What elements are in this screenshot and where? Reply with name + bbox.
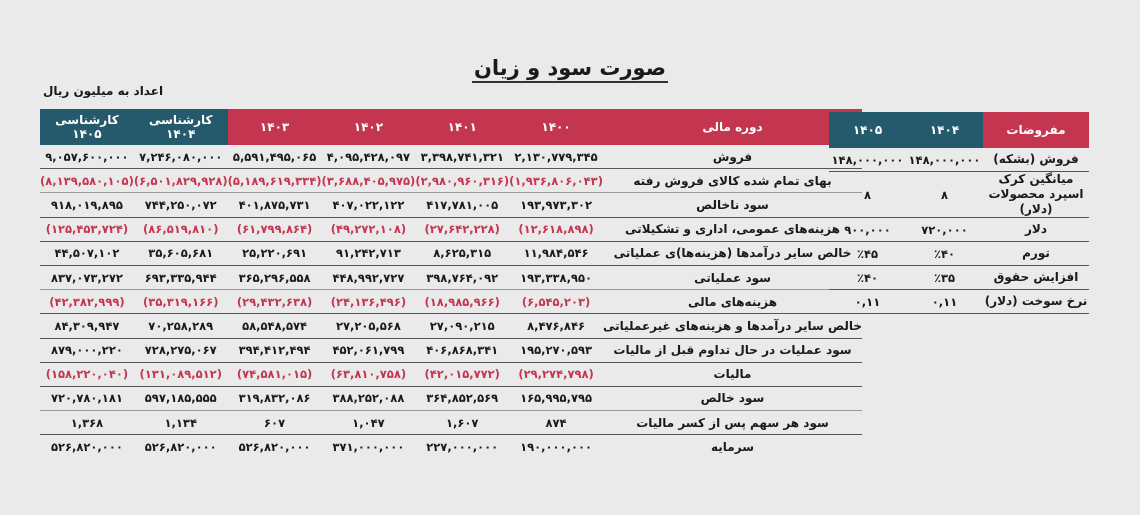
row-label: مالیات <box>603 362 862 386</box>
row-value: ۹۱۸,۰۱۹,۸۹۵ <box>40 193 134 217</box>
row-value: ۴۴۸,۹۹۲,۷۲۷ <box>321 265 415 289</box>
row-value: ۷۰,۲۵۸,۲۸۹ <box>134 314 228 338</box>
assumption-row <box>829 290 1089 314</box>
assumption-row <box>829 172 1089 218</box>
row-value: (۱۵۸,۲۲۰,۰۴۰) <box>40 362 134 386</box>
table-row <box>40 241 862 265</box>
row-value: ۳۵,۶۰۵,۶۸۱ <box>134 241 228 265</box>
row-value: ۹,۰۵۷,۶۰۰,۰۰۰ <box>40 145 134 169</box>
table-row <box>40 362 862 386</box>
row-value: ۱۱,۹۸۴,۵۴۶ <box>509 241 603 265</box>
row-value: ۸,۴۷۶,۸۴۶ <box>509 314 603 338</box>
assumption-row <box>829 242 1089 266</box>
row-value: ۴,۰۹۵,۴۲۸,۰۹۷ <box>321 145 415 169</box>
row-value: (۲,۹۸۰,۹۶۰,۳۱۶) <box>415 169 509 193</box>
row-value: ۵۲۶,۸۲۰,۰۰۰ <box>144 439 217 454</box>
row-value: ۱,۱۳۴ <box>134 411 228 435</box>
header-year-1400: ۱۴۰۰ <box>509 109 603 145</box>
page-title-text: صورت سود و زیان <box>472 56 668 83</box>
table-row <box>40 169 862 193</box>
income-statement-header <box>40 109 862 145</box>
assumption-label: افزایش حقوق <box>983 266 1089 290</box>
page-title <box>0 56 1140 80</box>
income-statement-body <box>40 145 862 458</box>
assumption-row <box>829 148 1089 172</box>
row-value: ۵۹۷,۱۸۵,۵۵۵ <box>134 386 228 410</box>
row-value: ۲,۱۳۰,۷۷۹,۳۴۵ <box>509 145 603 169</box>
assumption-value: ۸ <box>829 172 906 218</box>
row-value: (۶,۵۴۵,۲۰۳) <box>509 290 603 314</box>
header-fiscal-period: دوره مالی <box>603 109 862 145</box>
row-value: ۲۷,۰۹۰,۲۱۵ <box>415 314 509 338</box>
row-value: (۱۸,۹۸۵,۹۶۶) <box>415 290 509 314</box>
row-value: ۸۷۹,۰۰۰,۲۲۰ <box>40 338 134 362</box>
row-label: سود ناخالص <box>603 193 862 217</box>
row-value: ۱,۶۰۷ <box>415 411 509 435</box>
assumption-value: ٪۳۵ <box>906 266 983 290</box>
table-row <box>40 145 862 169</box>
row-value: ۱۹۰,۰۰۰,۰۰۰ <box>520 439 593 454</box>
row-value: ۱۹۳,۹۷۳,۳۰۲ <box>509 193 603 217</box>
row-value: (۶,۵۰۱,۸۲۹,۹۲۸) <box>134 169 228 193</box>
row-value: ۴۱۷,۷۸۱,۰۰۵ <box>415 193 509 217</box>
row-value: ۷۴۴,۲۵۰,۰۷۲ <box>134 193 228 217</box>
row-value: ۳۹۸,۷۶۴,۰۹۲ <box>415 265 509 289</box>
table-row <box>40 265 862 289</box>
row-value: ۸۳۷,۰۷۳,۲۷۲ <box>40 265 134 289</box>
header-expert-label: کارشناسی <box>148 113 213 127</box>
row-value: (۴۲,۰۱۵,۷۷۲) <box>415 362 509 386</box>
row-value: ۲۲۷,۰۰۰,۰۰۰ <box>426 439 499 454</box>
row-value: (۲۴,۱۳۶,۴۹۶) <box>321 290 415 314</box>
table-row <box>40 217 862 241</box>
assumption-value: ٪۴۰ <box>906 242 983 266</box>
row-value: ۴۰۶,۸۶۸,۳۴۱ <box>415 338 509 362</box>
row-value: ۳۸۸,۲۵۲,۰۸۸ <box>321 386 415 410</box>
row-value: (۳۵,۳۱۹,۱۶۶) <box>134 290 228 314</box>
row-value: ۳۶۴,۸۵۲,۵۶۹ <box>415 386 509 410</box>
header-expert-year: ۱۴۰۵ <box>72 127 102 141</box>
row-value: ۲۷,۲۰۵,۵۶۸ <box>321 314 415 338</box>
row-value: ۴۴,۵۰۷,۱۰۲ <box>40 241 134 265</box>
assumptions-table <box>829 112 1089 314</box>
row-label: هزینه‌های مالی <box>603 290 862 314</box>
assumption-value: ۷۲۰,۰۰۰ <box>906 218 983 242</box>
table-row <box>40 411 862 435</box>
row-label: هزینه‌های عمومی، اداری و تشکیلاتی <box>603 217 862 241</box>
row-label: سود عملیاتی <box>603 265 862 289</box>
assumption-label: دلار <box>983 218 1089 242</box>
row-value: (۳,۶۸۸,۴۰۵,۹۷۵) <box>321 169 415 193</box>
row-value: ۱,۳۶۸ <box>40 411 134 435</box>
assumption-label: نرخ سوخت (دلار) <box>983 290 1089 314</box>
table-row <box>40 290 862 314</box>
assumption-value: ۰,۱۱ <box>829 290 906 314</box>
assumption-value: ٪۴۵ <box>829 242 906 266</box>
row-value: ۳۹۴,۴۱۲,۴۹۴ <box>228 338 322 362</box>
row-value: ۷۲۸,۲۷۵,۰۶۷ <box>134 338 228 362</box>
header-year-1403: ۱۴۰۳ <box>228 109 322 145</box>
row-value: ۱۶۵,۹۹۵,۷۹۵ <box>509 386 603 410</box>
row-value: (۴۹,۲۷۲,۱۰۸) <box>321 217 415 241</box>
assumption-label: تورم <box>983 242 1089 266</box>
header-year-1402: ۱۴۰۲ <box>321 109 415 145</box>
unit-note: اعداد به میلیون ریال <box>43 84 164 98</box>
assumption-row <box>829 218 1089 242</box>
row-value: ۴۰۱,۸۷۵,۷۳۱ <box>228 193 322 217</box>
row-value: ۳۶۵,۲۹۶,۵۵۸ <box>228 265 322 289</box>
row-value: (۸۶,۵۱۹,۸۱۰) <box>134 217 228 241</box>
header-assump-1404: ۱۴۰۴ <box>906 112 983 148</box>
row-label: فروش <box>603 145 862 169</box>
assumption-value: ۸ <box>906 172 983 218</box>
assumptions-header <box>829 112 1089 148</box>
row-value: (۶۱,۷۹۹,۸۶۴) <box>228 217 322 241</box>
row-label: خالص سایر درآمدها و هزینه‌های غیرعملیاتی <box>603 314 862 338</box>
header-expert-1404 <box>134 109 228 145</box>
row-value: (۲۷,۶۴۲,۲۲۸) <box>415 217 509 241</box>
row-value: (۱۲۵,۴۵۳,۷۲۴) <box>40 217 134 241</box>
table-row <box>40 386 862 410</box>
row-label: سود عملیات در حال تداوم قبل از مالیات <box>603 338 862 362</box>
assumption-value: ۹۰۰,۰۰۰ <box>829 218 906 242</box>
row-value: (۸,۱۳۹,۵۸۰,۱۰۵) <box>40 169 134 193</box>
row-value: (۵,۱۸۹,۶۱۹,۳۳۴) <box>228 169 322 193</box>
assumption-row <box>829 266 1089 290</box>
row-value: (۱۳۱,۰۸۹,۵۱۲) <box>134 362 228 386</box>
row-value: ۶۹۳,۳۳۵,۹۴۴ <box>134 265 228 289</box>
row-value: (۱,۹۳۶,۸۰۶,۰۴۳) <box>509 169 603 193</box>
row-value: ۴۵۲,۰۶۱,۷۹۹ <box>321 338 415 362</box>
row-value: ۵۲۶,۸۲۰,۰۰۰ <box>50 439 123 454</box>
assumption-value: ٪۴۰ <box>829 266 906 290</box>
row-label: سود هر سهم پس از کسر مالیات <box>603 411 862 435</box>
row-value: ۸,۶۲۵,۳۱۵ <box>415 241 509 265</box>
row-value: ۵,۵۹۱,۴۹۵,۰۶۵ <box>228 145 322 169</box>
header-expert-label: کارشناسی <box>55 113 119 127</box>
table-row <box>40 435 862 459</box>
row-value: (۷۴,۵۸۱,۰۱۵) <box>228 362 322 386</box>
row-value: ۱۹۵,۲۷۰,۵۹۳ <box>509 338 603 362</box>
row-label: سرمایه <box>711 439 754 454</box>
row-label: خالص سایر درآمدها (هزینه‌ها)ی عملیاتی <box>603 241 862 265</box>
row-value: (۶۳,۸۱۰,۷۵۸) <box>321 362 415 386</box>
header-expert-year: ۱۴۰۴ <box>166 127 196 141</box>
assumption-label: فروش (بشکه) <box>983 148 1089 172</box>
header-assumptions: مفروضات <box>983 112 1089 148</box>
header-expert-1405 <box>40 109 134 145</box>
row-value: ۷,۲۴۶,۰۸۰,۰۰۰ <box>134 145 228 169</box>
row-value: ۸۷۴ <box>509 411 603 435</box>
assumption-label: میانگین کرک اسپرد محصولات (دلار) <box>983 172 1089 218</box>
header-year-1401: ۱۴۰۱ <box>415 109 509 145</box>
row-value: ۸۴,۳۰۹,۹۴۷ <box>40 314 134 338</box>
row-value: (۲۹,۲۷۴,۷۹۸) <box>509 362 603 386</box>
income-statement-table <box>40 109 862 458</box>
table-row <box>40 338 862 362</box>
row-value: ۷۲۰,۷۸۰,۱۸۱ <box>40 386 134 410</box>
row-label: سود خالص <box>603 386 862 410</box>
row-value: ۳۷۱,۰۰۰,۰۰۰ <box>332 439 405 454</box>
assumption-value: ۱۴۸,۰۰۰,۰۰۰ <box>829 148 906 172</box>
row-value: (۱۲,۶۱۸,۸۹۸) <box>509 217 603 241</box>
assumption-value: ۱۴۸,۰۰۰,۰۰۰ <box>906 148 983 172</box>
table-row <box>40 193 862 217</box>
row-value: ۹۱,۲۴۲,۷۱۳ <box>321 241 415 265</box>
row-value: ۴۰۷,۰۲۲,۱۲۲ <box>321 193 415 217</box>
row-value: (۴۲,۳۸۲,۹۹۹) <box>40 290 134 314</box>
row-value: ۵۸,۵۴۸,۵۷۴ <box>228 314 322 338</box>
row-label: بهای تمام شده کالای فروش رفته <box>603 169 862 193</box>
assumptions-body <box>829 148 1089 314</box>
table-row <box>40 314 862 338</box>
row-value: (۲۹,۴۳۲,۶۳۸) <box>228 290 322 314</box>
row-value: ۵۲۶,۸۲۰,۰۰۰ <box>238 439 311 454</box>
row-value: ۱۹۳,۳۳۸,۹۵۰ <box>509 265 603 289</box>
row-value: ۶۰۷ <box>228 411 322 435</box>
row-value: ۳,۳۹۸,۷۴۱,۳۲۱ <box>415 145 509 169</box>
row-value: ۲۵,۲۲۰,۶۹۱ <box>228 241 322 265</box>
header-assump-1405: ۱۴۰۵ <box>829 112 906 148</box>
assumption-value: ۰,۱۱ <box>906 290 983 314</box>
row-value: ۱,۰۴۷ <box>321 411 415 435</box>
row-value: ۳۱۹,۸۳۲,۰۸۶ <box>228 386 322 410</box>
